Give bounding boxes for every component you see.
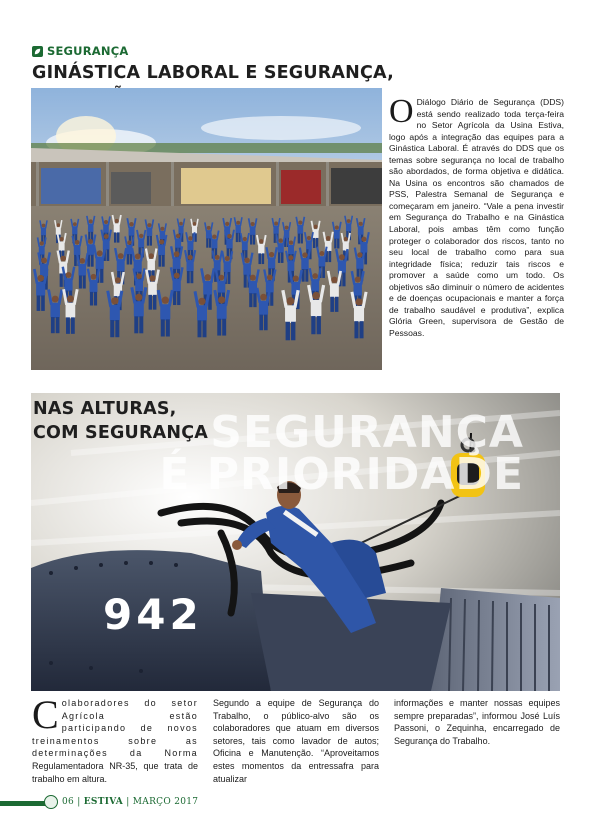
body-text: Diálogo Diário de Segurança (DDS) está sendo realizado toda terça-feira no Setor Agrícola da Usina Estiva, logo após a integração das equipes para a Ginástica Laboral. É através do DDS que os temas sobre segurança no local de trabalho são abordados, de forma objetiva e didática. Na Usina os encontros são chamados de PSS, Palestra Semanal de Segurança e começaram em janeiro. “Vale a pena investir em Segurança do Trabalho e na Ginástica Laboral, pois ambas têm como função proteger o colaborador dos riscos, tanto no seu local de trabalho como para sua integridade física; reduzir tais riscos e promover a saúde como um todo. Os objetivos são diminuir o número de acidentes e de doenças ocupacionais e manter a força de trabalho saudável e produtiva”, explica Glória Green, supervisora de Gestão de Pessoas. xyxy=(389,97,564,338)
page-number: 06 xyxy=(62,797,75,807)
title-line-1: GINÁSTICA LABORAL E SEGURANÇA, xyxy=(32,63,394,83)
section-label: SEGURANÇA xyxy=(47,44,129,58)
footer-bar xyxy=(0,801,46,806)
leaf-icon xyxy=(32,46,43,57)
section-tag xyxy=(32,44,128,58)
issue-date: MARÇO 2017 xyxy=(132,797,199,807)
article-2-column-3: informações e manter nossas equipes sempre preparadas”, informou José Luís Passoni, o Zequinha, encarregado de Segurança do Trabalho. xyxy=(394,698,560,746)
article-2-column-1 xyxy=(32,692,198,785)
separator: | xyxy=(126,797,130,807)
overlay-line-1: SEGURANÇA xyxy=(210,407,524,458)
article-1-body xyxy=(389,93,564,339)
column-text: Regulamentadora NR-35, que trata de trabalho em altura. xyxy=(32,760,198,784)
overlay-line-2: É PRIORIDADE xyxy=(159,449,524,500)
article-2-column-2: Segundo a equipe de Segurança do Trabalho, o público-alvo são os colaboradores que atuam em diversos setores, tais como lavador de autos; Oficina e Manutenção. “Aproveitamos estes momentos da entressafra para atualizar xyxy=(213,698,379,784)
magazine-name: ESTIVA xyxy=(83,797,124,807)
title-line-1: NAS ALTURAS, xyxy=(33,399,177,419)
worker-at-height-photo xyxy=(31,393,560,691)
article-2-title xyxy=(33,397,208,445)
gymnastics-photo xyxy=(31,88,382,370)
title-line-2: COM SEGURANÇA xyxy=(33,423,209,443)
dropcap: O xyxy=(389,93,414,130)
column-text: olaboradores do setor Agrícola estão participando de novos treinamentos sobre as determinações da Norma xyxy=(32,698,198,759)
dropcap: C xyxy=(32,692,59,737)
separator: | xyxy=(77,797,81,807)
estiva-logo-icon xyxy=(44,795,58,809)
footer-folio xyxy=(62,797,198,807)
machine-number: 942 xyxy=(103,590,203,639)
